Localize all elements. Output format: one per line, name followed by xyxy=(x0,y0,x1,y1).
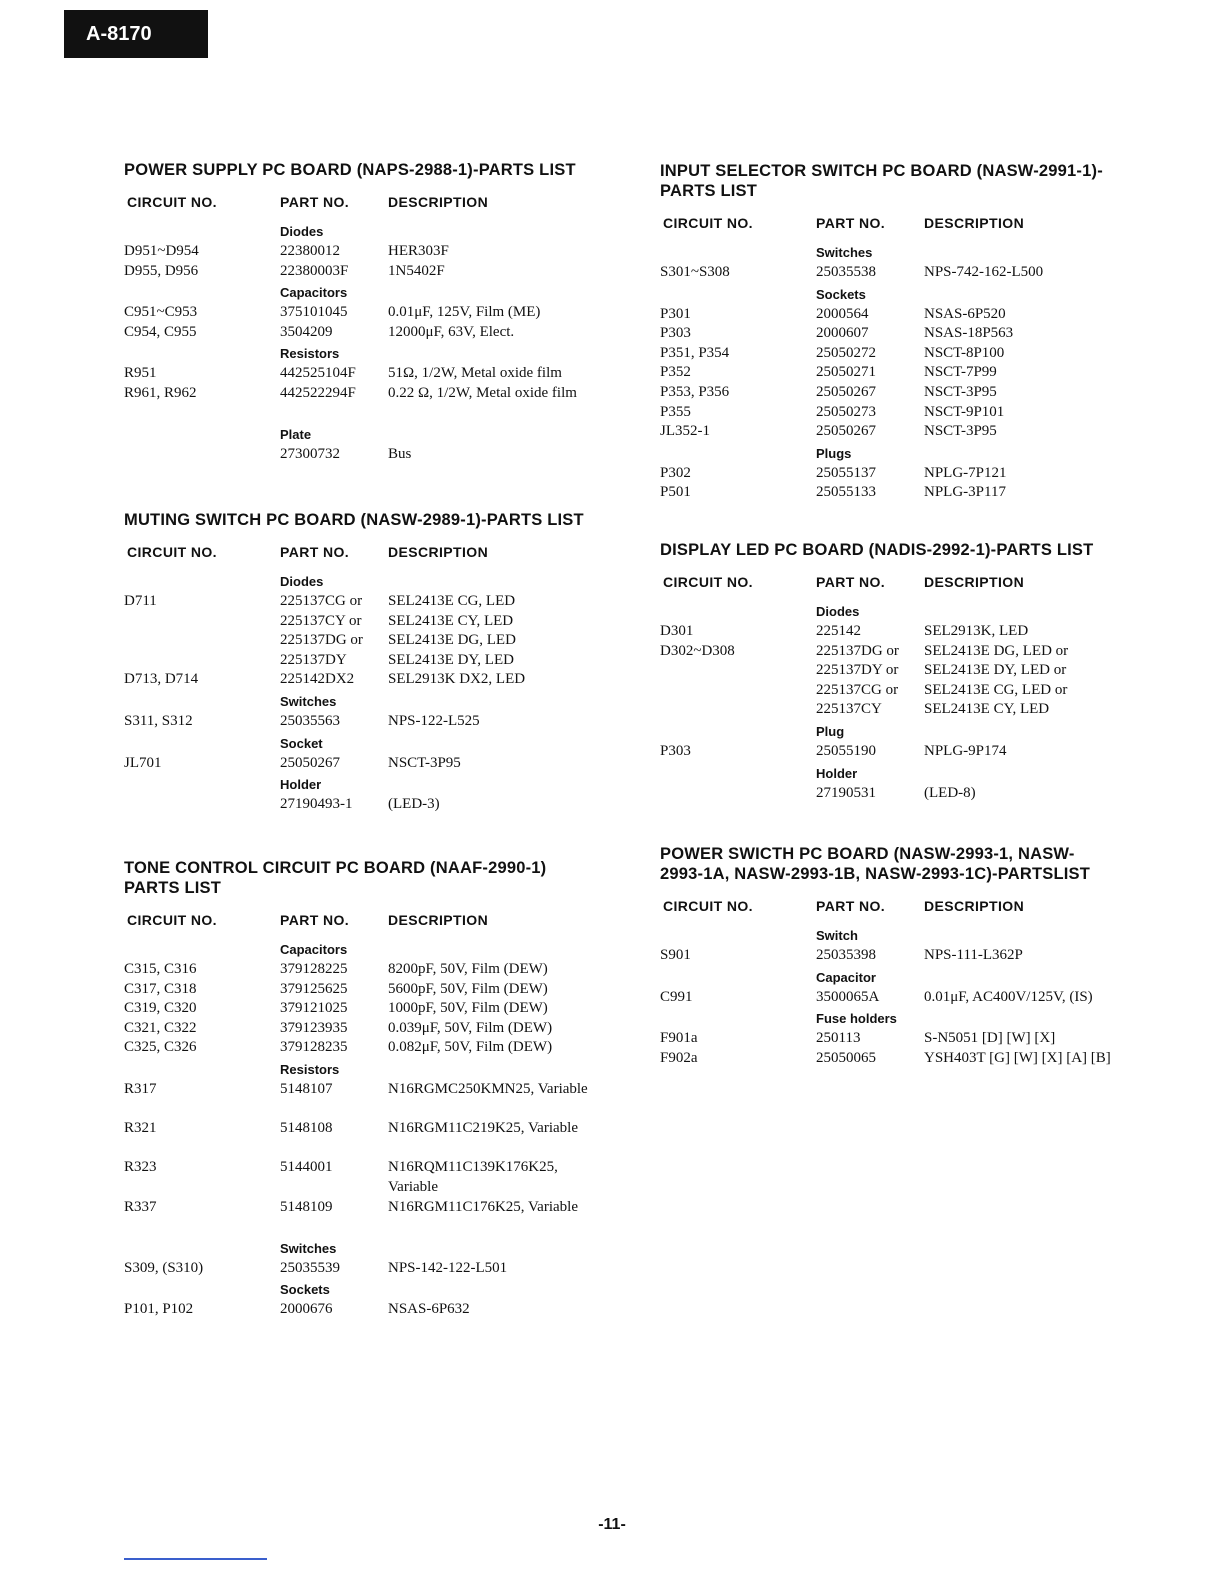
circuit-no: S309, (S310) xyxy=(124,1259,204,1276)
part-no: 25035538 xyxy=(816,264,876,280)
group-label: Capacitors xyxy=(280,285,348,301)
group-label: Socket xyxy=(280,735,323,751)
group-label: Diodes xyxy=(816,604,860,619)
parts-row xyxy=(660,403,1180,423)
part-no: 25050271 xyxy=(816,364,876,381)
part-no: 379121025 xyxy=(280,1000,348,1017)
description: NSAS-6P632 xyxy=(388,1301,470,1318)
column-header-part: PART NO. xyxy=(280,912,350,928)
circuit-no: S311, S312 xyxy=(124,712,193,729)
parts-row xyxy=(660,1029,1180,1049)
column-header-part: PART NO. xyxy=(816,574,886,590)
parts-groups xyxy=(660,600,1180,803)
circuit-no: D301 xyxy=(660,623,694,639)
column-header-description: DESCRIPTION xyxy=(924,574,1025,590)
part-no: 379123935 xyxy=(280,1019,348,1036)
description: 0.082μF, 50V, Film (DEW) xyxy=(388,1039,553,1056)
part-no: 25035539 xyxy=(280,1259,340,1276)
parts-row xyxy=(124,384,624,423)
circuit-no: P303 xyxy=(660,325,691,342)
column-header-circuit: CIRCUIT NO. xyxy=(663,215,753,231)
circuit-no: S301~S308 xyxy=(660,264,730,280)
group-label: Switch xyxy=(816,928,858,943)
part-no: 25055133 xyxy=(816,484,876,501)
description: 1000pF, 50V, Film (DEW) xyxy=(388,1000,548,1017)
parts-row xyxy=(124,303,624,323)
circuit-no: P355 xyxy=(660,403,691,420)
section-power-supply xyxy=(124,160,624,465)
parts-groups xyxy=(660,924,1180,1088)
group-label: Diodes xyxy=(280,224,324,239)
parts-row xyxy=(124,1080,624,1119)
circuit-no: P501 xyxy=(660,484,691,501)
section-title: MUTING SWITCH PC BOARD (NASW-2989-1)-PARTS LIST xyxy=(124,511,584,529)
description: SEL2413E CG, LED xyxy=(388,593,516,609)
parts-row xyxy=(124,999,624,1019)
description: N16RGM11C219K25, Variable xyxy=(388,1120,578,1137)
group-label: Holder xyxy=(280,777,322,793)
part-no: 225137DY or xyxy=(816,662,899,679)
parts-row xyxy=(124,592,624,612)
document-id-badge: A-8170 xyxy=(64,10,208,58)
group-label: Plug xyxy=(816,723,845,739)
group-label: Sockets xyxy=(816,286,866,302)
parts-groups xyxy=(124,938,624,1320)
part-no: 2000564 xyxy=(816,305,869,322)
description: 12000μF, 63V, Elect. xyxy=(388,323,515,340)
circuit-no: P301 xyxy=(660,305,691,322)
description: 1N5402F xyxy=(388,262,445,279)
description: S-N5051 [D] [W] [X] xyxy=(924,1030,1056,1047)
column-header-description: DESCRIPTION xyxy=(388,912,489,928)
parts-row xyxy=(660,742,1180,762)
group-label: Plate xyxy=(280,427,312,443)
parts-row xyxy=(124,323,624,343)
part-no: 5148109 xyxy=(280,1198,333,1215)
parts-groups xyxy=(124,570,624,815)
part-no: 3500065A xyxy=(816,988,880,1005)
circuit-no: P101, P102 xyxy=(124,1301,194,1318)
description: NSCT-7P99 xyxy=(924,364,997,381)
part-no: 25050272 xyxy=(816,344,876,361)
parts-row xyxy=(124,670,624,690)
description: N16RQM11C139K176K25, Variable xyxy=(388,1159,558,1195)
column-headers xyxy=(124,544,624,562)
group-label: Resistors xyxy=(280,346,340,362)
part-no: 3504209 xyxy=(280,323,333,340)
circuit-no: C325, C326 xyxy=(124,1039,197,1056)
part-no: 25055190 xyxy=(816,742,876,759)
circuit-no: JL701 xyxy=(124,754,162,771)
parts-row xyxy=(660,661,1180,681)
section-tone-control xyxy=(124,858,624,1320)
page-number: -11- xyxy=(598,1516,626,1533)
description: SEL2413E DG, LED or xyxy=(924,642,1069,659)
parts-row xyxy=(660,681,1180,701)
description: NPLG-9P174 xyxy=(924,742,1007,759)
circuit-no: R321 xyxy=(124,1120,157,1137)
part-no: 25050267 xyxy=(280,754,340,771)
parts-row xyxy=(660,324,1180,344)
description: NPS-122-L525 xyxy=(388,712,480,729)
description: NPLG-3P117 xyxy=(924,484,1006,501)
part-no: 22380003F xyxy=(280,262,349,279)
part-no: 379128235 xyxy=(280,1039,348,1056)
column-headers xyxy=(124,194,624,212)
section-title: POWER SWICTH PC BOARD (NASW-2993-1, NASW- 2993-1A, NASW-2993-1B, NASW-2993-1C)-PARTSLIST xyxy=(660,845,1090,883)
parts-row xyxy=(660,1049,1180,1088)
description: N16RGM11C176K25, Variable xyxy=(388,1198,578,1215)
description: 0.01μF, 125V, Film (ME) xyxy=(388,304,541,321)
parts-row xyxy=(124,651,624,671)
circuit-no: D302~D308 xyxy=(660,642,735,659)
circuit-no: P302 xyxy=(660,464,691,481)
parts-row xyxy=(124,754,624,774)
part-no: 379125625 xyxy=(280,980,348,997)
part-no: 375101045 xyxy=(280,304,348,321)
column-header-circuit: CIRCUIT NO. xyxy=(663,574,753,590)
group-label: Capacitors xyxy=(280,942,348,957)
description: SEL2913K DX2, LED xyxy=(388,671,526,688)
description: SEL2413E DY, LED or xyxy=(924,662,1067,679)
part-no: 225137DY xyxy=(280,651,347,668)
description: SEL2913K, LED xyxy=(924,623,1029,639)
circuit-no: C315, C316 xyxy=(124,961,197,977)
part-no: 250113 xyxy=(816,1030,861,1047)
group-label: Holder xyxy=(816,765,858,781)
column-headers xyxy=(660,574,1180,592)
circuit-no: D711 xyxy=(124,593,157,609)
description: N16RGMC250KMN25, Variable xyxy=(388,1080,588,1097)
parts-row xyxy=(124,980,624,1000)
circuit-no: D955, D956 xyxy=(124,262,199,279)
description: NSCT-3P95 xyxy=(924,423,997,440)
column-header-circuit: CIRCUIT NO. xyxy=(127,194,217,210)
part-no: 225137CG or xyxy=(816,681,899,698)
parts-row xyxy=(124,712,624,732)
description: SEL2413E CY, LED xyxy=(924,701,1050,718)
description: NSCT-8P100 xyxy=(924,344,1005,361)
description: Bus xyxy=(388,446,412,463)
description: 0.22 Ω, 1/2W, Metal oxide film xyxy=(388,384,577,401)
circuit-no: P352 xyxy=(660,364,691,381)
parts-row xyxy=(660,263,1180,283)
part-no: 27300732 xyxy=(280,446,340,463)
part-no: 25050065 xyxy=(816,1049,876,1066)
group-label: Fuse holders xyxy=(816,1011,897,1027)
description: 51Ω, 1/2W, Metal oxide film xyxy=(388,365,562,382)
part-no: 442525104F xyxy=(280,365,356,382)
parts-row xyxy=(660,946,1180,966)
parts-row xyxy=(660,988,1180,1008)
group-label: Switches xyxy=(816,245,873,260)
circuit-no: R961, R962 xyxy=(124,384,197,401)
circuit-no: P353, P356 xyxy=(660,383,730,400)
part-no: 2000607 xyxy=(816,325,869,342)
parts-row xyxy=(124,445,624,465)
group-label: Sockets xyxy=(280,1282,330,1298)
parts-row xyxy=(124,960,624,980)
circuit-no: R317 xyxy=(124,1080,157,1097)
circuit-no: D951~D954 xyxy=(124,243,199,259)
description: NPS-111-L362P xyxy=(924,947,1023,963)
part-no: 225142 xyxy=(816,623,861,639)
section-display-led xyxy=(660,540,1180,803)
circuit-no: F902a xyxy=(660,1049,698,1066)
group-label: Switches xyxy=(280,1240,337,1256)
circuit-no: JL352-1 xyxy=(660,423,710,440)
column-header-part: PART NO. xyxy=(280,194,350,210)
description: 0.039μF, 50V, Film (DEW) xyxy=(388,1019,553,1036)
circuit-no: C321, C322 xyxy=(124,1019,197,1036)
section-title: TONE CONTROL CIRCUIT PC BOARD (NAAF-2990-1) PARTS LIST xyxy=(124,859,547,897)
parts-row xyxy=(124,795,624,815)
parts-row xyxy=(124,631,624,651)
circuit-no: C991 xyxy=(660,988,693,1005)
column-headers xyxy=(124,912,624,930)
parts-row xyxy=(660,622,1180,642)
part-no: 25035563 xyxy=(280,712,340,729)
parts-row xyxy=(660,784,1180,804)
circuit-no: P303 xyxy=(660,742,691,759)
parts-row xyxy=(124,1198,624,1237)
column-header-part: PART NO. xyxy=(816,898,886,914)
description: 5600pF, 50V, Film (DEW) xyxy=(388,980,548,997)
part-no: 5144001 xyxy=(280,1159,333,1176)
part-no: 27190531 xyxy=(816,784,876,801)
column-header-part: PART NO. xyxy=(816,215,886,231)
column-header-circuit: CIRCUIT NO. xyxy=(127,912,217,928)
parts-row xyxy=(660,363,1180,383)
group-label: Diodes xyxy=(280,574,324,589)
footer-rule xyxy=(124,1558,267,1560)
description: (LED-3) xyxy=(388,796,440,813)
part-no: 27190493-1 xyxy=(280,796,353,813)
parts-row xyxy=(660,464,1180,484)
part-no: 5148108 xyxy=(280,1120,333,1137)
part-no: 225142DX2 xyxy=(280,671,355,688)
part-no: 225137CG or xyxy=(280,593,363,609)
section-title: POWER SUPPLY PC BOARD (NAPS-2988-1)-PARTS LIST xyxy=(124,161,576,179)
section-input-selector xyxy=(660,161,1180,503)
parts-row xyxy=(124,1019,624,1039)
part-no: 225137CY xyxy=(816,701,882,718)
description: HER303F xyxy=(388,243,449,259)
parts-row xyxy=(660,483,1180,503)
part-no: 5148107 xyxy=(280,1080,333,1097)
description: NPS-742-162-L500 xyxy=(924,264,1044,280)
column-headers xyxy=(660,215,1180,233)
description: NSCT-9P101 xyxy=(924,403,1005,420)
description: 8200pF, 50V, Film (DEW) xyxy=(388,961,548,977)
description: 0.01μF, AC400V/125V, (IS) xyxy=(924,988,1093,1005)
part-no: 25050267 xyxy=(816,383,876,400)
parts-row xyxy=(124,612,624,632)
column-header-part: PART NO. xyxy=(280,544,350,560)
parts-row xyxy=(124,1300,624,1320)
part-no: 25050267 xyxy=(816,423,876,440)
description: NPS-142-122-L501 xyxy=(388,1259,508,1276)
parts-row xyxy=(124,1038,624,1058)
column-header-circuit: CIRCUIT NO. xyxy=(663,898,753,914)
description: NSCT-3P95 xyxy=(924,383,997,400)
description: SEL2413E CY, LED xyxy=(388,612,514,629)
section-title: DISPLAY LED PC BOARD (NADIS-2992-1)-PARTS LIST xyxy=(660,541,1094,559)
parts-row xyxy=(124,1119,624,1158)
group-label: Resistors xyxy=(280,1061,340,1077)
part-no: 25035398 xyxy=(816,947,876,963)
description: SEL2413E DY, LED xyxy=(388,651,514,668)
column-headers xyxy=(660,898,1180,916)
description: YSH403T [G] [W] [X] [A] [B] xyxy=(924,1049,1111,1066)
parts-row xyxy=(124,262,624,282)
circuit-no: C319, C320 xyxy=(124,1000,197,1017)
part-no: 225137DG or xyxy=(280,632,363,649)
column-header-circuit: CIRCUIT NO. xyxy=(127,544,217,560)
part-no: 379128225 xyxy=(280,961,348,977)
group-label: Plugs xyxy=(816,445,852,461)
circuit-no: R323 xyxy=(124,1159,157,1176)
parts-groups xyxy=(124,220,624,465)
part-no: 22380012 xyxy=(280,243,340,259)
parts-row xyxy=(124,242,624,262)
part-no: 225137CY or xyxy=(280,612,362,629)
parts-row xyxy=(124,364,624,384)
circuit-no: P351, P354 xyxy=(660,344,730,361)
parts-groups xyxy=(660,241,1180,503)
parts-row xyxy=(660,305,1180,325)
column-header-description: DESCRIPTION xyxy=(924,898,1025,914)
description: NSAS-6P520 xyxy=(924,305,1006,322)
circuit-no: R951 xyxy=(124,365,157,382)
circuit-no: C951~C953 xyxy=(124,304,198,321)
part-no: 2000676 xyxy=(280,1301,333,1318)
circuit-no: C317, C318 xyxy=(124,980,197,997)
circuit-no: S901 xyxy=(660,947,691,963)
parts-row xyxy=(660,642,1180,662)
circuit-no: F901a xyxy=(660,1030,698,1047)
circuit-no: R337 xyxy=(124,1198,157,1215)
part-no: 25055137 xyxy=(816,464,876,481)
description: (LED-8) xyxy=(924,784,976,801)
description: NSAS-18P563 xyxy=(924,325,1014,342)
parts-row xyxy=(660,700,1180,720)
section-muting-switch xyxy=(124,510,624,815)
part-no: 442522294F xyxy=(280,384,356,401)
section-power-switch xyxy=(660,844,1180,1088)
circuit-no: D713, D714 xyxy=(124,671,199,688)
column-header-description: DESCRIPTION xyxy=(388,544,489,560)
group-label: Switches xyxy=(280,693,337,709)
column-header-description: DESCRIPTION xyxy=(924,215,1025,231)
part-no: 25050273 xyxy=(816,403,876,420)
parts-row xyxy=(660,422,1180,442)
circuit-no: C954, C955 xyxy=(124,323,197,340)
group-label: Capacitor xyxy=(816,969,876,985)
parts-row xyxy=(124,1158,624,1197)
parts-row xyxy=(124,1259,624,1279)
section-title: INPUT SELECTOR SWITCH PC BOARD (NASW-2991-1)- PARTS LIST xyxy=(660,162,1103,200)
part-no: 225137DG or xyxy=(816,642,899,659)
parts-row xyxy=(660,383,1180,403)
parts-row xyxy=(660,344,1180,364)
description: NPLG-7P121 xyxy=(924,464,1007,481)
column-header-description: DESCRIPTION xyxy=(388,194,489,210)
description: NSCT-3P95 xyxy=(388,754,461,771)
description: SEL2413E CG, LED or xyxy=(924,681,1068,698)
description: SEL2413E DG, LED xyxy=(388,632,516,649)
